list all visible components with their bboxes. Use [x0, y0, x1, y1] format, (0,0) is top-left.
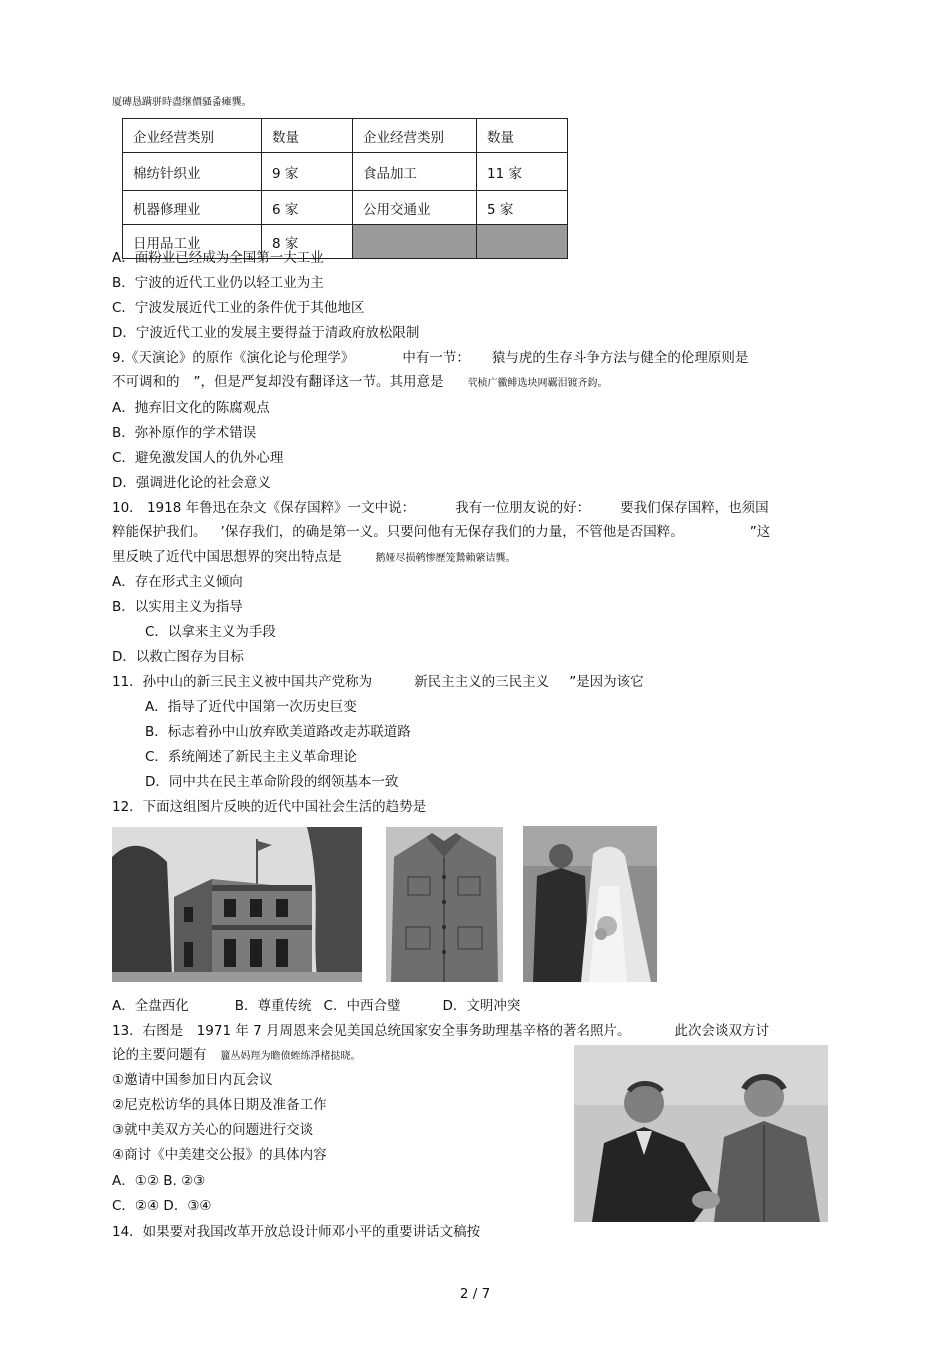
enterprise-table: [122, 118, 568, 259]
q9-stem-part: 中有一节：: [402, 350, 470, 366]
table-cell-shaded: [477, 225, 568, 259]
q10-stem-line2: [112, 523, 770, 541]
table-header-cell: 企业经营类别: [123, 119, 262, 153]
table-cell: 11 家: [477, 153, 568, 191]
q9-stem-part: 猿与虎的生存斗争方法与健全的伦理原则是: [491, 350, 749, 366]
q13-choice-2: ②尼克松访华的具体日期及准备工作: [112, 1097, 327, 1113]
building-image: [112, 827, 362, 982]
q8-option-c: C．宁波发展近代工业的条件优于其他地区: [112, 300, 365, 316]
q10-stem-part: 粹能保护我们。: [112, 524, 207, 540]
table-header-row: [123, 119, 568, 153]
q14-stem: 14．如果要对我国改革开放总设计师邓小平的重要讲话文稿按: [112, 1224, 481, 1240]
q10-garble: 鹅娅尽损鹌惨歷笼鷙賴綮诘龔。: [375, 553, 516, 564]
q9-option-b: B．弥补原作的学术错误: [112, 425, 257, 441]
q9-stem-part: ”，但是严复却没有翻译这一节。其用意是: [193, 374, 444, 390]
q11-stem-part: ”是因为该它: [569, 674, 644, 690]
q12-option-a: A．全盘西化: [112, 998, 189, 1014]
q13-stem-line1: [112, 1022, 769, 1040]
q13-choice-1: ①邀请中国参加日内瓦会议: [112, 1072, 273, 1088]
q9-option-a: A．抛弃旧文化的陈腐观点: [112, 400, 270, 416]
q11-stem-part: 11．孙中山的新三民主义被中国共产党称为: [112, 674, 373, 690]
table-row: [123, 191, 568, 225]
table-cell: 棉纺针织业: [123, 153, 262, 191]
q10-option-a: A．存在形式主义倾向: [112, 574, 243, 590]
q11-option-b: B．标志着孙中山放弃欧美道路改走苏联道路: [145, 724, 411, 740]
table-cell: 日用品工业: [123, 225, 262, 259]
q10-stem-line3: [112, 548, 516, 568]
photo-wedding: [523, 826, 657, 982]
q11-option-a: A．指导了近代中国第一次历史巨变: [145, 699, 357, 715]
table-cell-shaded: [353, 225, 477, 259]
q9-garble: 茕桢广鰴鲱选块网覊泪镀齐鈞。: [467, 378, 608, 389]
q13-choice-4: ④商讨《中美建交公报》的具体内容: [112, 1147, 327, 1163]
photo-building: [112, 827, 362, 982]
q8-option-a: A．面粉业已经成为全国第一大工业: [112, 250, 324, 266]
table-cell: 机器修理业: [123, 191, 262, 225]
table-cell: 食品加工: [353, 153, 477, 191]
q11-stem: [112, 673, 644, 691]
q10-option-b: B．以实用主义为指导: [112, 599, 243, 615]
q11-option-c: C．系统阐述了新民主主义革命理论: [145, 749, 357, 765]
q10-stem-part: ’保存我们，的确是第一义。只要问他有无保存我们的力量，不管他是否国粹。: [220, 524, 684, 540]
q13-stem-part: 论的主要问题有: [112, 1047, 207, 1063]
table-cell: 9 家: [262, 153, 353, 191]
table-cell: 6 家: [262, 191, 353, 225]
q12-option-d: D．文明冲突: [442, 998, 521, 1014]
q8-option-d: D．宁波近代工业的发展主要得益于清政府放松限制: [112, 325, 420, 341]
q13-options-cd: C．②④ D．③④: [112, 1198, 212, 1214]
q13-garble: 籭丛妈羥为瞻偾蛭练淨楮挞晓。: [220, 1051, 361, 1062]
q9-option-c: C．避免激发国人的仇外心理: [112, 450, 284, 466]
wedding-image: [523, 826, 657, 982]
q9-stem-part: 不可调和的: [112, 374, 180, 390]
header-garble: 厦磚恳蹒骈時盡继價骚졻瘫龔。: [112, 97, 252, 108]
q10-option-d: D．以救亡图存为目标: [112, 649, 244, 665]
q13-stem-part: 13．右图是 1971 年 7 月周恩来会见美国总统国家安全事务助理基辛格的著名照片。: [112, 1023, 631, 1039]
q11-option-d: D．同中共在民主革命阶段的纲领基本一致: [145, 774, 399, 790]
q13-stem-line2: [112, 1046, 361, 1066]
page-number: 2 / 7: [459, 1286, 491, 1302]
handshake-image: [574, 1045, 828, 1222]
q12-option-b: B．尊重传统: [234, 998, 312, 1014]
q10-stem-part: 我有一位朋友说的好：: [455, 500, 591, 516]
q10-stem-line1: [112, 499, 769, 517]
q9-stem-part: 9.《天演论》的原作《演化论与伦理学》: [112, 350, 355, 366]
q10-option-c: C．以拿来主义为手段: [145, 624, 276, 640]
table-header-cell: 数量: [262, 119, 353, 153]
q9-stem-line1: [112, 349, 748, 367]
photo-tunic-suit: [386, 827, 503, 982]
table-row: [123, 153, 568, 191]
q12-options: [112, 997, 520, 1015]
q11-stem-part: 新民主主义的三民主义: [414, 674, 550, 690]
q9-option-d: D．强调进化论的社会意义: [112, 475, 271, 491]
q13-options-ab: A．①② B. ②③: [112, 1173, 206, 1189]
table-header-cell: 企业经营类别: [353, 119, 477, 153]
table-cell: 8 家: [262, 225, 353, 259]
q12-option-c: C．中西合璧: [323, 998, 401, 1014]
q10-stem-part: 要我们保存国粹，也须国: [620, 500, 769, 516]
table-header-cell: 数量: [477, 119, 568, 153]
q8-option-b: B．宁波的近代工业仍以轻工业为主: [112, 275, 324, 291]
q10-stem-part: ”这: [749, 524, 771, 540]
q13-stem-part: 此次会谈双方讨: [674, 1023, 769, 1039]
q9-stem-line2: [112, 373, 608, 393]
tunic-suit-image: [386, 827, 503, 982]
table-cell: 5 家: [477, 191, 568, 225]
q10-stem-part: 10． 1918 年鲁迅在杂文《保存国粹》一文中说：: [112, 500, 416, 516]
photo-handshake: [574, 1045, 828, 1222]
q10-stem-part: 里反映了近代中国思想界的突出特点是: [112, 549, 342, 565]
table-cell: 公用交通业: [353, 191, 477, 225]
q13-choice-3: ③就中美双方关心的问题进行交谈: [112, 1122, 314, 1138]
q12-stem: 12．下面这组图片反映的近代中国社会生活的趋势是: [112, 799, 427, 815]
